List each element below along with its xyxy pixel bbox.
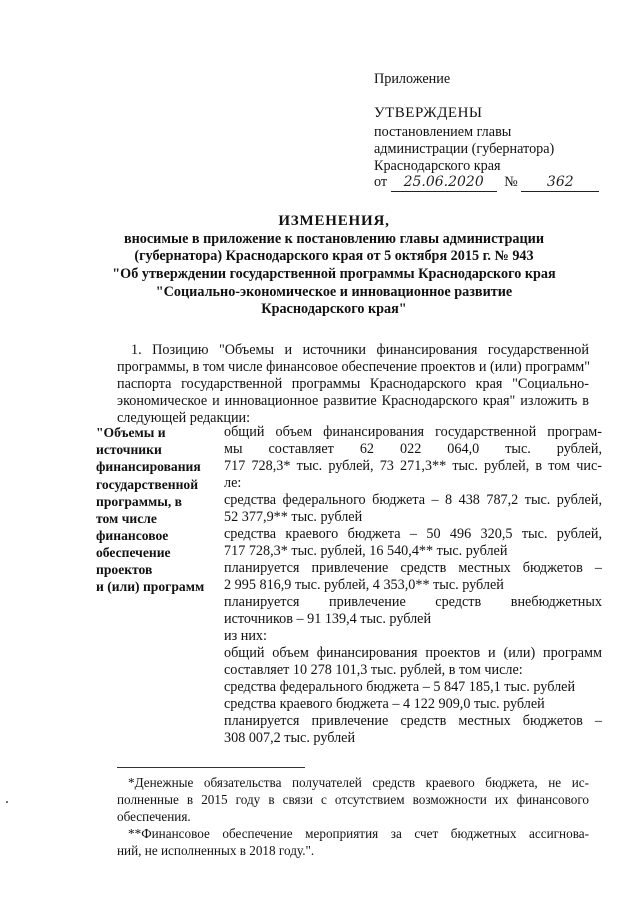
document-title: ИЗМЕНЕНИЯ, [278, 213, 390, 229]
financing-line: составляет 10 278 101,3 тыс. рублей, в том числе: [224, 662, 523, 678]
financing-line: источников – 91 139,4 тыс. рублей [224, 611, 432, 627]
position-label-line: проектов [96, 562, 153, 577]
financing-line: общий объем финансирования проектов и (или) программ [224, 645, 602, 661]
paragraph-line-3: паспорта государственной программы Краснодарского края "Социально- [117, 376, 589, 392]
title-line-4: "Социально-экономическое и инновационное развитие [155, 284, 513, 300]
financing-line: 308 007,2 тыс. рублей [224, 730, 356, 746]
approval-date-line [374, 174, 599, 192]
position-label-line: том числе [96, 511, 157, 526]
number-sign: № [504, 174, 518, 190]
position-label-line: финансовое [96, 528, 169, 543]
financing-line: 52 377,9** тыс. рублей [224, 509, 363, 525]
paragraph-line-4: экономическое и инновационное развитие Краснодарского края" изложить в [117, 393, 589, 409]
approved-by-line-1: постановлением главы [374, 124, 512, 140]
footnote-divider [117, 767, 305, 768]
financing-line: 717 728,3* тыс. рублей, 16 540,4** тыс. рублей [224, 543, 508, 559]
date-prefix: от [374, 174, 388, 190]
position-label-line: "Объемы и [96, 425, 166, 440]
title-line-3: "Об утверждении государственной программы Краснодарского края [112, 266, 556, 282]
approved-by-line-2: администрации (губернатора) [374, 141, 555, 157]
handwritten-date: 25.06.2020 [391, 174, 497, 192]
position-label-line: и (или) программ [96, 579, 205, 594]
footnote-1-line-3: обеспечения. [117, 809, 191, 824]
financing-line: 717 728,3* тыс. рублей, 73 271,3** тыс. рублей, в том чис- [224, 458, 602, 474]
footnote-2-line-2: ний, не исполненных в 2018 году.". [117, 843, 315, 858]
footnote-1-line-1: *Денежные обязательства получателей средств краевого бюджета, не ис- [128, 775, 589, 790]
financing-line: средства краевого бюджета – 4 122 909,0 тыс. рублей [224, 696, 545, 712]
financing-line: планируется привлечение средств местных бюджетов – [224, 713, 602, 729]
financing-line: средства федерального бюджета – 5 847 185,1 тыс. рублей [224, 679, 576, 695]
position-label-line: источники [96, 442, 162, 457]
financing-line: ле: [224, 475, 242, 491]
title-line-2: (губернатора) Краснодарского края от 5 октября 2015 г. № 943 [134, 248, 534, 264]
paragraph-line-1: 1. Позицию "Объемы и источники финансирования государственной [131, 342, 589, 358]
financing-line: средства краевого бюджета – 50 496 320,5 тыс. рублей, [224, 526, 602, 542]
title-line-1: вносимые в приложение к постановлению главы администрации [123, 231, 545, 247]
financing-line: планируется привлечение средств местных бюджетов – [224, 560, 602, 576]
handwritten-number: 362 [521, 174, 599, 192]
position-label-line: государственной [96, 477, 199, 492]
financing-line: общий объем финансирования государственной програм- [224, 424, 602, 440]
title-line-5: Краснодарского края" [261, 301, 407, 317]
footnote-2-line-1: **Финансовое обеспечение мероприятия за счет бюджетных ассигнова- [128, 826, 589, 841]
position-label-line: программы, в [96, 494, 182, 509]
appendix-label: Приложение [374, 71, 451, 87]
scan-speck [6, 801, 8, 803]
footnote-1-line-2: полненные в 2015 году в связи с отсутствием возможности их финансового [117, 792, 589, 807]
financing-line: из них: [224, 628, 267, 644]
financing-line: мы составляет 62 022 064,0 тыс. рублей, [224, 441, 602, 457]
approved-by-line-3: Краснодарского края [374, 158, 501, 174]
paragraph-line-5: следующей редакции: [117, 410, 251, 426]
approved-stamp-title: УТВЕРЖДЕНЫ [374, 105, 483, 121]
financing-line: 2 995 816,9 тыс. рублей, 4 353,0** тыс. рублей [224, 577, 504, 593]
position-label-line: финансирования [96, 459, 201, 474]
financing-line: планируется привлечение средств внебюджетных [224, 594, 602, 610]
paragraph-line-2: программы, в том числе финансовое обеспечение проектов и (или) программ" [117, 359, 591, 375]
position-label-line: обеспечение [96, 545, 171, 560]
financing-line: средства федерального бюджета – 8 438 787,2 тыс. рублей, [224, 492, 602, 508]
